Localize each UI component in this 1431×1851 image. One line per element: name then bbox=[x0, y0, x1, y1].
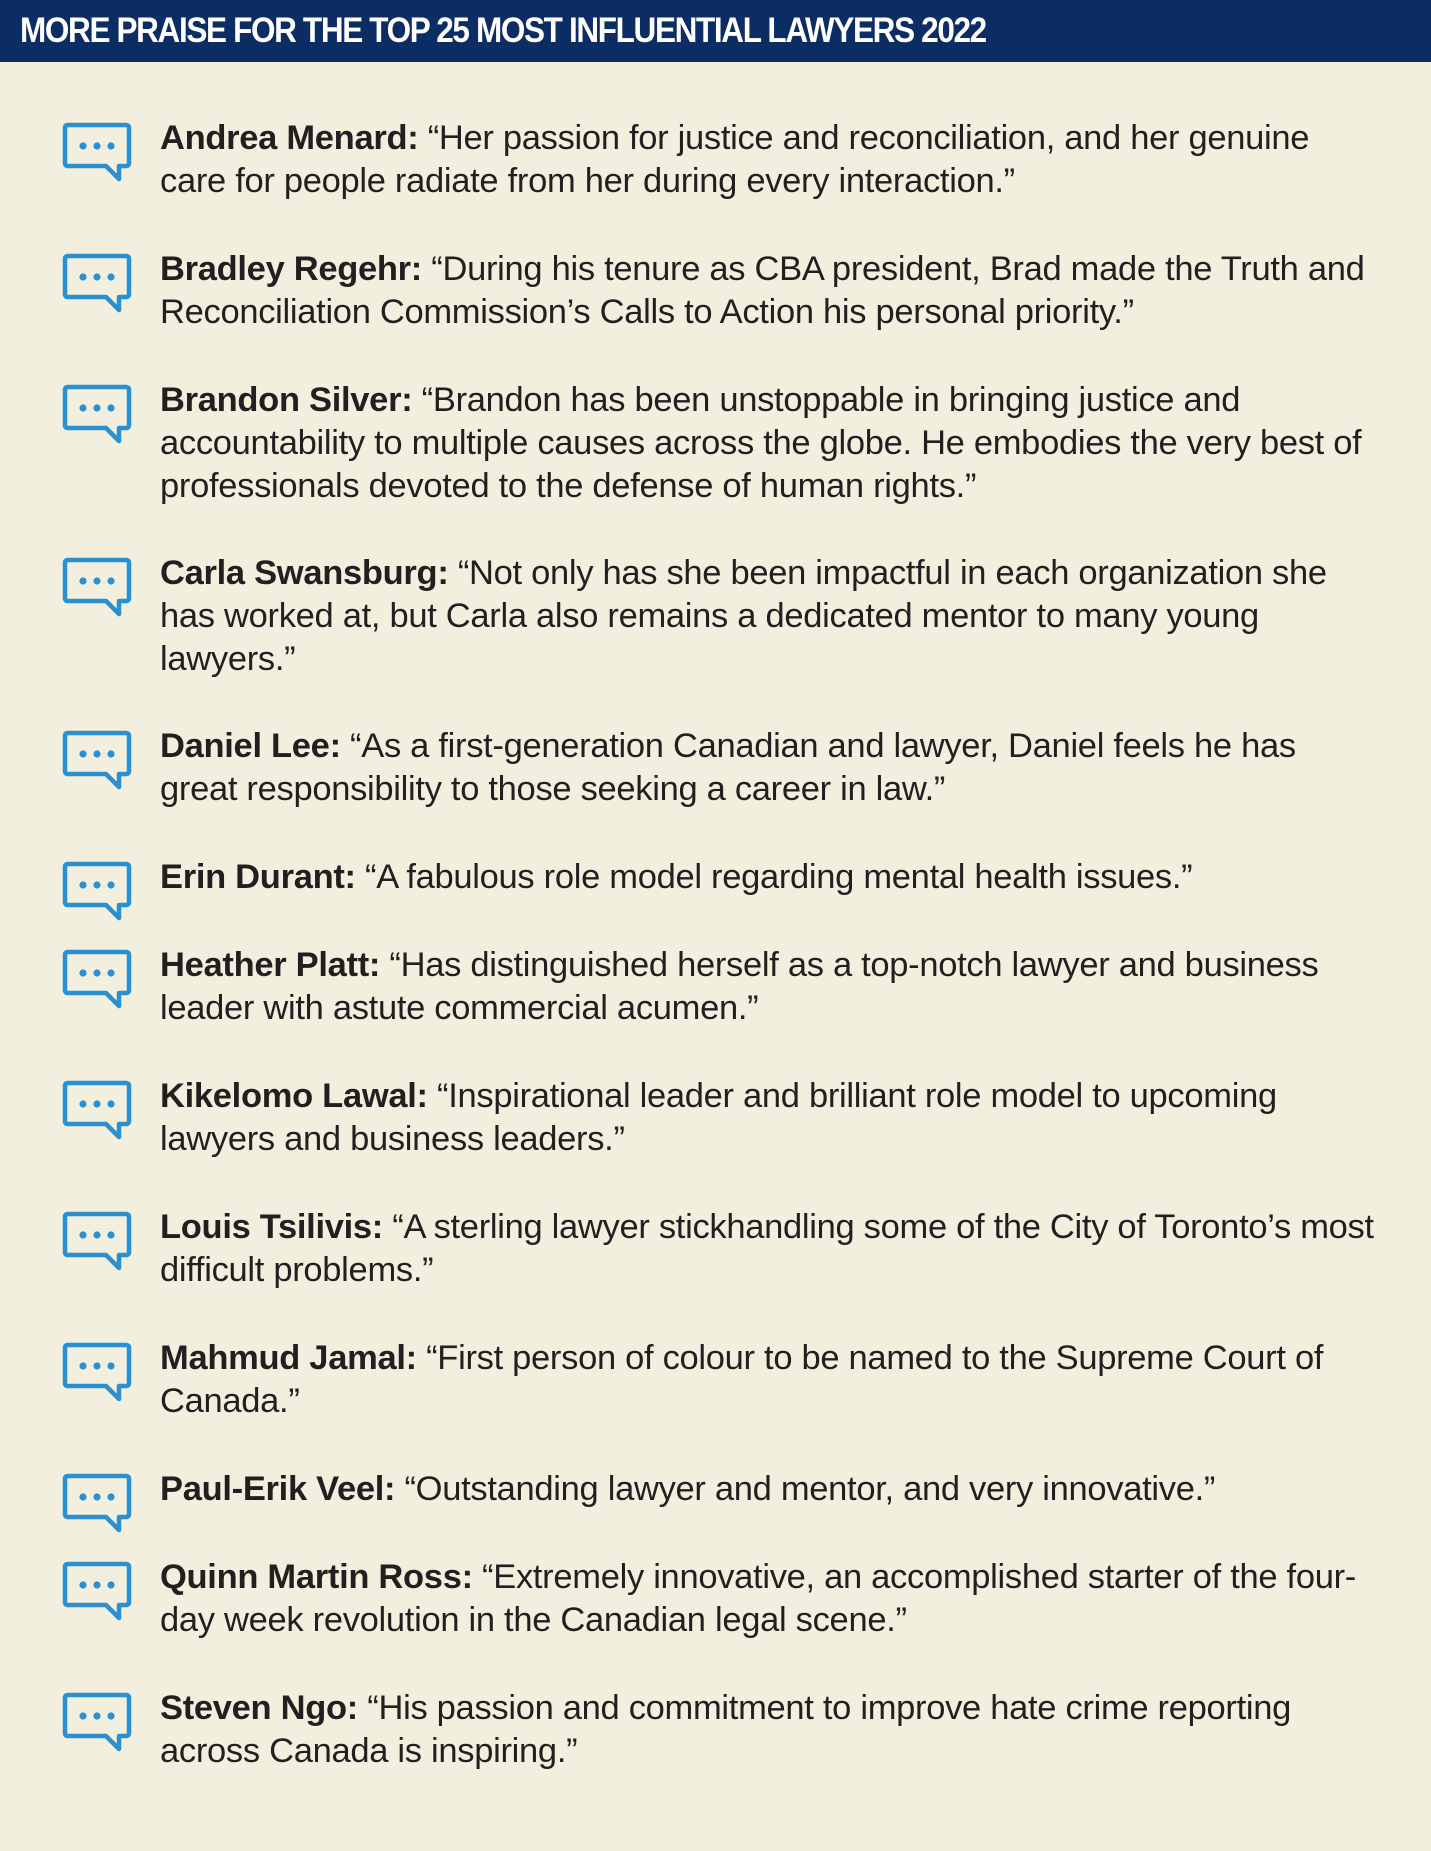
speech-bubble-icon bbox=[62, 860, 132, 924]
lawyer-name: Paul-Erik Veel: bbox=[160, 1470, 396, 1508]
praise-text bbox=[160, 856, 1375, 899]
praise-text bbox=[160, 944, 1375, 1030]
praise-quote: “As a first-generation Canadian and lawyer, Daniel feels he has great responsibility to those seeking a career in law.” bbox=[160, 727, 1296, 808]
lawyer-name: Steven Ngo: bbox=[160, 1689, 358, 1727]
praise-text bbox=[160, 1075, 1375, 1161]
praise-quote: “A sterling lawyer stickhandling some of the City of Toronto’s most difficult problems.” bbox=[160, 1208, 1374, 1289]
praise-quote: “During his tenure as CBA president, Brad made the Truth and Reconciliation Commission’s Calls to Action his personal priority.” bbox=[160, 250, 1365, 331]
praise-quote: “Brandon has been unstoppable in bringing justice and accountability to multiple causes across the globe. He embodies the very best of professionals devoted to the defense of human rights.” bbox=[160, 381, 1362, 505]
speech-bubble-icon bbox=[62, 1560, 132, 1624]
praise-quote: “His passion and commitment to improve hate crime reporting across Canada is inspiring.” bbox=[160, 1689, 1292, 1770]
page-title: MORE PRAISE FOR THE TOP 25 MOST INFLUENTIAL LAWYERS 2022 bbox=[20, 11, 986, 50]
page-header bbox=[0, 0, 1431, 62]
lawyer-name: Heather Platt: bbox=[160, 946, 381, 984]
speech-bubble-icon bbox=[62, 1691, 132, 1755]
lawyer-name: Kikelomo Lawal: bbox=[160, 1077, 428, 1115]
praise-text bbox=[160, 248, 1375, 334]
praise-quote: “Inspirational leader and brilliant role model to upcoming lawyers and business leaders.” bbox=[160, 1077, 1277, 1158]
speech-bubble-icon bbox=[62, 948, 132, 1012]
lawyer-name: Quinn Martin Ross: bbox=[160, 1558, 473, 1596]
praise-quote: “Her passion for justice and reconciliation, and her genuine care for people radiate from her during every interaction.” bbox=[160, 119, 1310, 200]
praise-text bbox=[160, 725, 1375, 811]
speech-bubble-icon bbox=[62, 1341, 132, 1405]
praise-text bbox=[160, 552, 1375, 681]
speech-bubble-icon bbox=[62, 383, 132, 447]
lawyer-name: Brandon Silver: bbox=[160, 381, 413, 419]
praise-quote: “A fabulous role model regarding mental health issues.” bbox=[355, 858, 1193, 896]
lawyer-name: Carla Swansburg: bbox=[160, 554, 449, 592]
lawyer-name: Mahmud Jamal: bbox=[160, 1339, 417, 1377]
lawyer-name: Erin Durant: bbox=[160, 858, 356, 896]
speech-bubble-icon bbox=[62, 556, 132, 620]
lawyer-name: Daniel Lee: bbox=[160, 727, 341, 765]
praise-quote: “Outstanding lawyer and mentor, and very innovative.” bbox=[395, 1470, 1216, 1508]
praise-text bbox=[160, 117, 1375, 203]
praise-quote: “First person of colour to be named to the Supreme Court of Canada.” bbox=[160, 1339, 1324, 1420]
praise-quote: “Has distinguished herself as a top-notch lawyer and business leader with astute commercial acumen.” bbox=[160, 946, 1319, 1027]
lawyer-name: Bradley Regehr: bbox=[160, 250, 422, 288]
lawyer-name: Louis Tsilivis: bbox=[160, 1208, 383, 1246]
lawyer-name: Andrea Menard: bbox=[160, 119, 419, 157]
praise-text bbox=[160, 379, 1375, 508]
speech-bubble-icon bbox=[62, 252, 132, 316]
praise-text bbox=[160, 1337, 1375, 1423]
speech-bubble-icon bbox=[62, 729, 132, 793]
praise-text bbox=[160, 1687, 1375, 1773]
speech-bubble-icon bbox=[62, 121, 132, 185]
praise-text bbox=[160, 1468, 1375, 1511]
praise-quote: “Extremely innovative, an accomplished starter of the four-day week revolution in the Canadian legal scene.” bbox=[160, 1558, 1356, 1639]
speech-bubble-icon bbox=[62, 1472, 132, 1536]
speech-bubble-icon bbox=[62, 1079, 132, 1143]
praise-quote: “Not only has she been impactful in each organization she has worked at, but Carla also remains a dedicated mentor to many young lawyers.” bbox=[160, 554, 1327, 678]
praise-text bbox=[160, 1206, 1375, 1292]
praise-text bbox=[160, 1556, 1375, 1642]
speech-bubble-icon bbox=[62, 1210, 132, 1274]
